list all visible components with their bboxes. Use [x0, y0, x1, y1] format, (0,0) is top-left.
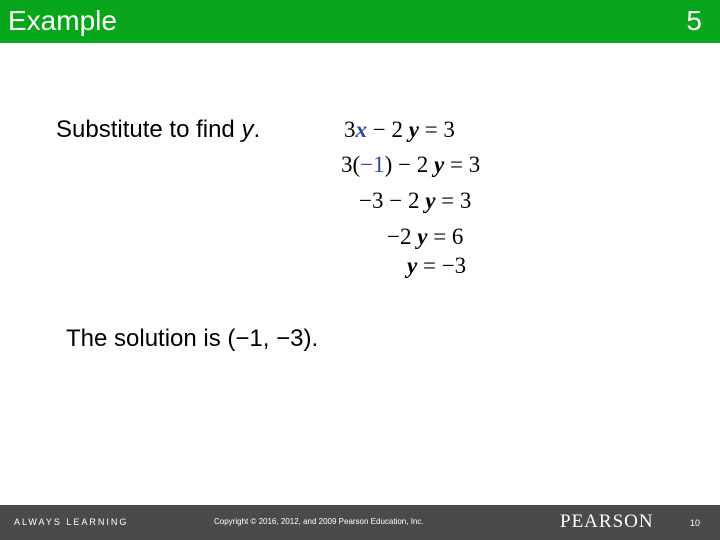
- equation-line-5: [407, 253, 466, 279]
- footer-copyright: Copyright © 2016, 2012, and 2009 Pearson Education, Inc.: [214, 517, 424, 526]
- eq4-y: y: [417, 224, 428, 249]
- eq4-rhs: = 6: [427, 224, 464, 249]
- footer-tagline: ALWAYS LEARNING: [14, 517, 129, 527]
- instruction-text: [56, 116, 260, 144]
- eq1-coef: 3: [344, 117, 356, 142]
- example-number: 5: [686, 5, 702, 36]
- eq1-y: y: [408, 117, 419, 142]
- eq1-rhs: = 3: [418, 117, 455, 142]
- eq3-y: y: [425, 188, 436, 213]
- equation-line-3: [359, 188, 471, 214]
- eq2-y: y: [434, 152, 445, 177]
- eq2-minus: ) − 2: [384, 152, 429, 177]
- page-number: 10: [689, 518, 700, 528]
- instruction-period: .: [253, 116, 261, 143]
- equation-line-4: [387, 224, 463, 250]
- eq2-coef: 3(: [341, 152, 361, 177]
- title-bar: [0, 0, 720, 43]
- eq5-rhs: = −3: [417, 253, 467, 278]
- slide-title: Example: [8, 5, 117, 36]
- eq2-rhs: = 3: [444, 152, 481, 177]
- instruction-variable: y: [241, 116, 254, 143]
- eq1-x: x: [355, 117, 367, 142]
- solution-statement: The solution is (−1, −3).: [66, 325, 319, 352]
- eq5-y: y: [407, 253, 418, 278]
- pearson-logo: PEARSON: [560, 511, 654, 532]
- eq4-coef: −2: [387, 224, 412, 249]
- eq3-lhs: −3 − 2: [359, 188, 420, 213]
- eq1-minus: − 2: [367, 117, 403, 142]
- instruction-label: Substitute to find: [56, 116, 242, 143]
- equation-line-1: [344, 117, 455, 143]
- footer-bar: [0, 505, 720, 540]
- eq3-rhs: = 3: [435, 188, 472, 213]
- eq2-substituted-value: −1: [360, 152, 385, 177]
- equation-line-2: [341, 152, 480, 178]
